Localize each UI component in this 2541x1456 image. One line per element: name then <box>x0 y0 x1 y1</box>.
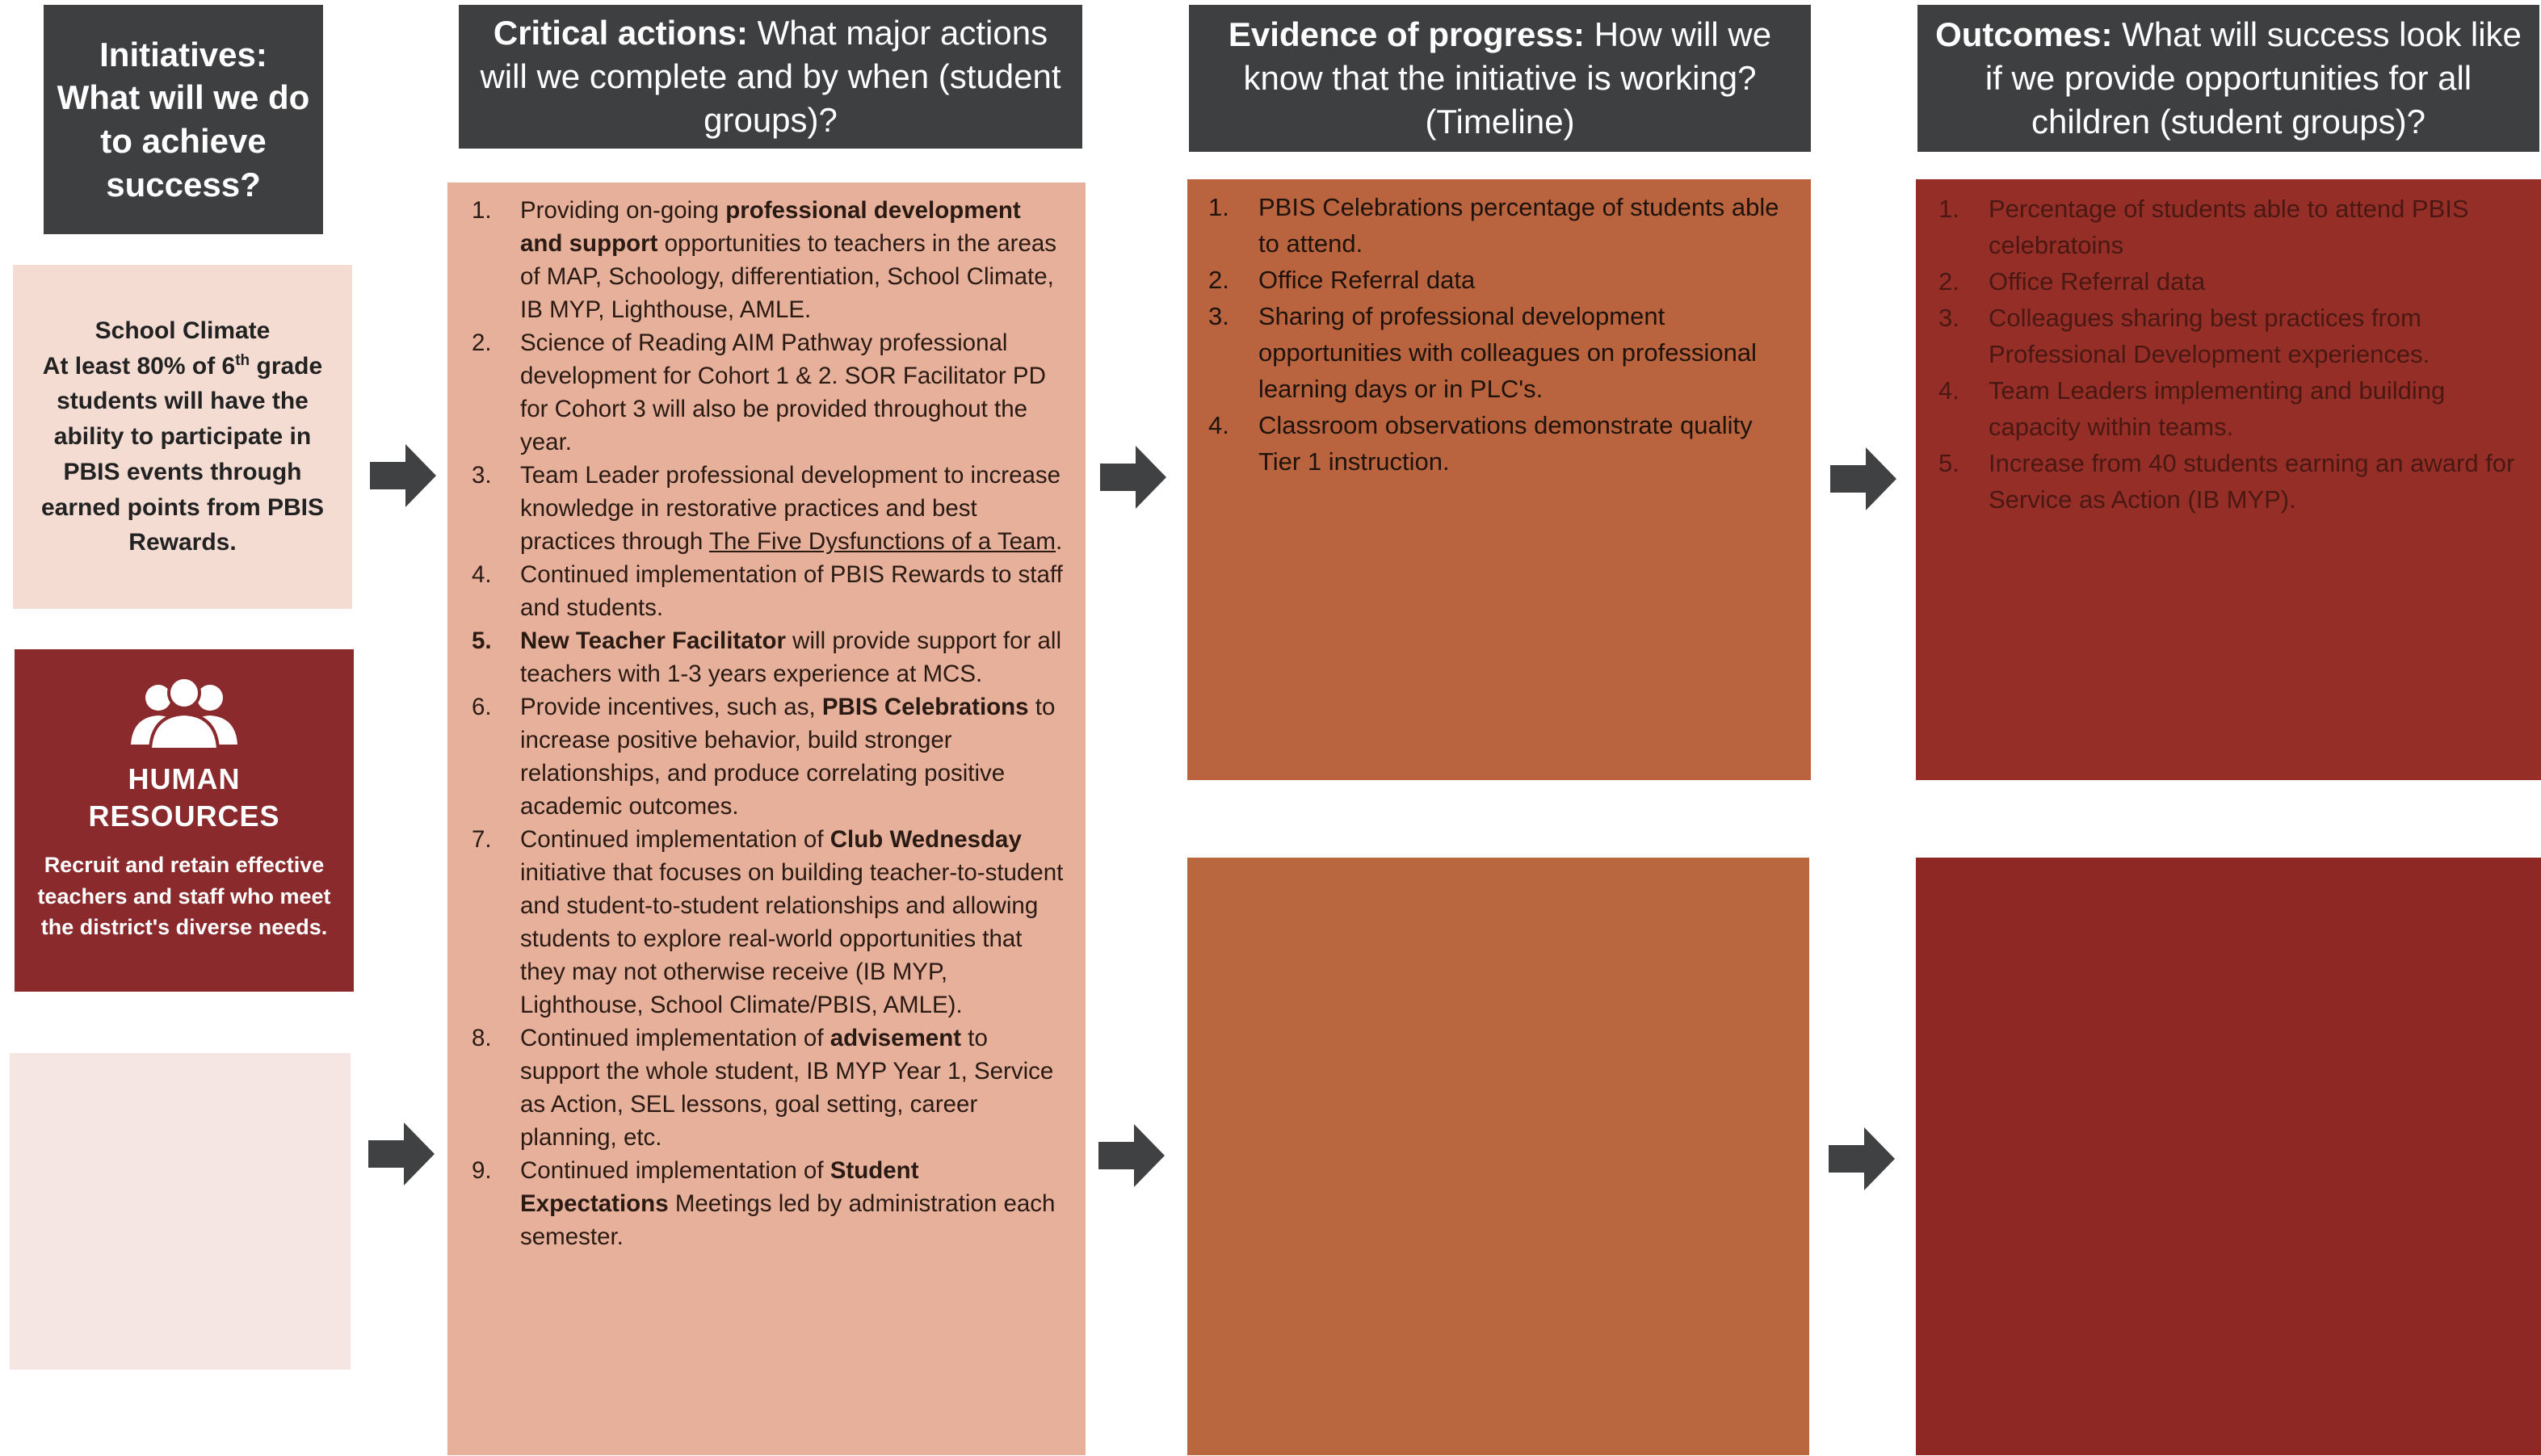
human-resources-title-line2: RESOURCES <box>88 799 280 833</box>
list-item <box>472 459 1069 558</box>
arrow-right-icon <box>1830 446 1896 512</box>
list-item <box>1208 189 1796 262</box>
item-text-pre: Team Leader professional development to increase knowledge in restorative practices and best practices through <box>520 462 1061 555</box>
item-text-post: initiative that focuses on building teacher-to-student and student-to-student relationships and allowing students to explore real-world opportunities that they may not otherwise receive (IB MYP, Lighthouse, School Climate/PBIS, AMLE). <box>520 859 1064 1018</box>
school-climate-goal <box>29 349 336 561</box>
list-item <box>1938 372 2531 445</box>
evidence-header-bold: Evidence of progress: <box>1228 15 1586 54</box>
list-item <box>472 690 1069 823</box>
evidence-empty-box <box>1187 858 1809 1455</box>
outcomes-empty-box <box>1916 858 2541 1455</box>
evidence-header <box>1189 5 1811 152</box>
item-text <box>520 690 1069 823</box>
item-text-pre: Provide incentives, such as, <box>520 694 822 720</box>
item-text: Science of Reading AIM Pathway professional development for Cohort 1 & 2. SOR Facilitator PD for Cohort 3 will also be provided throughout the year. <box>520 329 1046 455</box>
outcomes-list <box>1938 191 2531 518</box>
list-item <box>1938 445 2531 518</box>
initiatives-header <box>44 5 323 234</box>
item-number: 2. <box>1938 267 1959 296</box>
outcomes-header-bold: Outcomes: <box>1935 15 2113 54</box>
item-text: Team Leaders implementing and building capacity within teams. <box>1989 376 2446 441</box>
list-item <box>472 1022 1069 1154</box>
item-text: Office Referral data <box>1258 266 1476 294</box>
list-item <box>1938 191 2531 263</box>
item-number: 1. <box>1938 195 1959 223</box>
evidence-header-text <box>1205 13 1795 143</box>
school-climate-title: School Climate <box>94 317 271 344</box>
item-text-bold: Student Expectations <box>520 1157 919 1217</box>
critical-actions-header <box>459 5 1082 149</box>
item-text-bold: advisement <box>830 1025 962 1051</box>
item-text: Office Referral data <box>1989 267 2206 296</box>
item-number: 5. <box>1938 449 1959 477</box>
list-item <box>1208 298 1796 407</box>
human-resources-title <box>15 761 354 835</box>
critical-actions-header-text <box>475 11 1066 141</box>
human-resources-title-line1: HUMAN <box>128 762 241 795</box>
empty-initiative-box <box>10 1053 351 1370</box>
critical-actions-header-rest: What major actions will we complete and by when (student groups)? <box>480 14 1061 139</box>
item-number: 3. <box>1208 302 1229 330</box>
item-text-post: will provide support for all teachers with 1-3 years experience at MCS. <box>520 627 1062 687</box>
item-text: Colleagues sharing best practices from Professional Development experiences. <box>1989 304 2430 368</box>
item-number: 3. <box>1938 304 1959 332</box>
list-item <box>1938 263 2531 300</box>
initiatives-header-text: Initiatives: What will we do to achieve success? <box>57 35 310 204</box>
critical-actions-box <box>447 183 1086 1455</box>
item-text <box>520 194 1069 326</box>
outcomes-header <box>1917 5 2539 152</box>
item-text <box>520 823 1069 1022</box>
evidence-list <box>1208 189 1796 480</box>
item-number: 7. <box>472 826 492 853</box>
arrow-right-icon <box>370 443 436 509</box>
arrow-right-icon <box>1829 1126 1895 1192</box>
item-text-post: Meetings led by administration each semester. <box>520 1190 1056 1250</box>
item-text: Increase from 40 students earning an award for Service as Action (IB MYP). <box>1989 449 2515 514</box>
arrow-right-icon <box>1098 1122 1165 1189</box>
item-number: 9. <box>472 1157 492 1184</box>
item-text <box>520 459 1069 558</box>
item-text-bold: Club Wednesday <box>830 826 1022 853</box>
item-text-pre: Providing on-going <box>520 197 726 224</box>
human-resources-description: Recruit and retain effective teachers and staff who meet the district's diverse needs. <box>37 853 331 940</box>
item-text: Percentage of students able to attend PBIS celebratoins <box>1989 195 2469 259</box>
list-item <box>472 624 1069 690</box>
item-text-pre: Continued implementation of <box>520 826 830 853</box>
list-item <box>472 558 1069 624</box>
item-number: 3. <box>472 462 492 489</box>
item-number: 5. <box>472 627 492 654</box>
list-item <box>1208 262 1796 298</box>
list-item <box>472 194 1069 326</box>
item-text-bold: New Teacher Facilitator <box>520 627 786 654</box>
item-text-bold: professional development and support <box>520 197 1021 257</box>
item-number: 2. <box>1208 266 1229 294</box>
outcomes-header-text <box>1934 13 2523 143</box>
list-item <box>472 823 1069 1022</box>
human-resources-card <box>15 649 354 992</box>
item-number: 6. <box>472 694 492 720</box>
item-text-post: opportunities to teachers in the areas of MAP, Schoology, differentiation, School Climate, IB MYP, Lighthouse, AMLE. <box>520 230 1057 323</box>
school-climate-goal-pre: At least 80% of 6 <box>42 352 236 380</box>
item-number: 1. <box>472 197 492 224</box>
item-text: Classroom observations demonstrate quality Tier 1 instruction. <box>1258 411 1753 476</box>
item-number: 4. <box>472 561 492 588</box>
list-item <box>472 326 1069 459</box>
item-text-bold: PBIS Celebrations <box>821 694 1029 720</box>
item-text-post: . <box>1056 528 1063 555</box>
item-text: Sharing of professional development opportunities with colleagues on professional learning days or in PLC's. <box>1258 302 1757 403</box>
item-text: Continued implementation of PBIS Rewards to staff and students. <box>520 561 1063 621</box>
evidence-box <box>1187 179 1811 780</box>
item-text-pre: Continued implementation of <box>520 1157 830 1184</box>
item-text-post: to support the whole student, IB MYP Year 1, Service as Action, SEL lessons, goal setting, career planning, etc. <box>520 1025 1054 1151</box>
arrow-right-icon <box>1100 444 1166 510</box>
item-number: 1. <box>1208 193 1229 221</box>
critical-actions-list <box>472 194 1069 1253</box>
book-title-underlined: The Five Dysfunctions of a Team <box>708 528 1056 555</box>
item-text <box>520 1022 1069 1154</box>
outcomes-box <box>1916 179 2541 780</box>
school-climate-goal-sup: th <box>235 351 250 369</box>
people-group-icon <box>120 672 249 753</box>
list-item <box>1938 300 2531 372</box>
item-text <box>520 1154 1069 1253</box>
list-item <box>1208 407 1796 480</box>
school-climate-goal-post: grade students will have the ability to participate in PBIS events through earned points from PBIS Rewards. <box>40 352 325 556</box>
item-text-pre: Continued implementation of <box>520 1025 830 1051</box>
arrow-right-icon <box>368 1121 435 1187</box>
school-climate-text <box>29 313 336 561</box>
critical-actions-header-bold: Critical actions: <box>493 14 748 52</box>
item-text <box>520 624 1069 690</box>
item-number: 4. <box>1938 376 1959 405</box>
item-text-post: to increase positive behavior, build stronger relationships, and produce correlating positive academic outcomes. <box>520 694 1056 820</box>
item-number: 2. <box>472 329 492 356</box>
outcomes-header-rest: What will success look like if we provide opportunities for all children (student groups)? <box>1984 15 2522 141</box>
item-number: 4. <box>1208 411 1229 439</box>
school-climate-initiative <box>13 265 352 609</box>
list-item <box>472 1154 1069 1253</box>
item-text: PBIS Celebrations percentage of students able to attend. <box>1258 193 1779 258</box>
evidence-header-rest: How will we know that the initiative is working? (Timeline) <box>1243 15 1772 141</box>
item-number: 8. <box>472 1025 492 1051</box>
